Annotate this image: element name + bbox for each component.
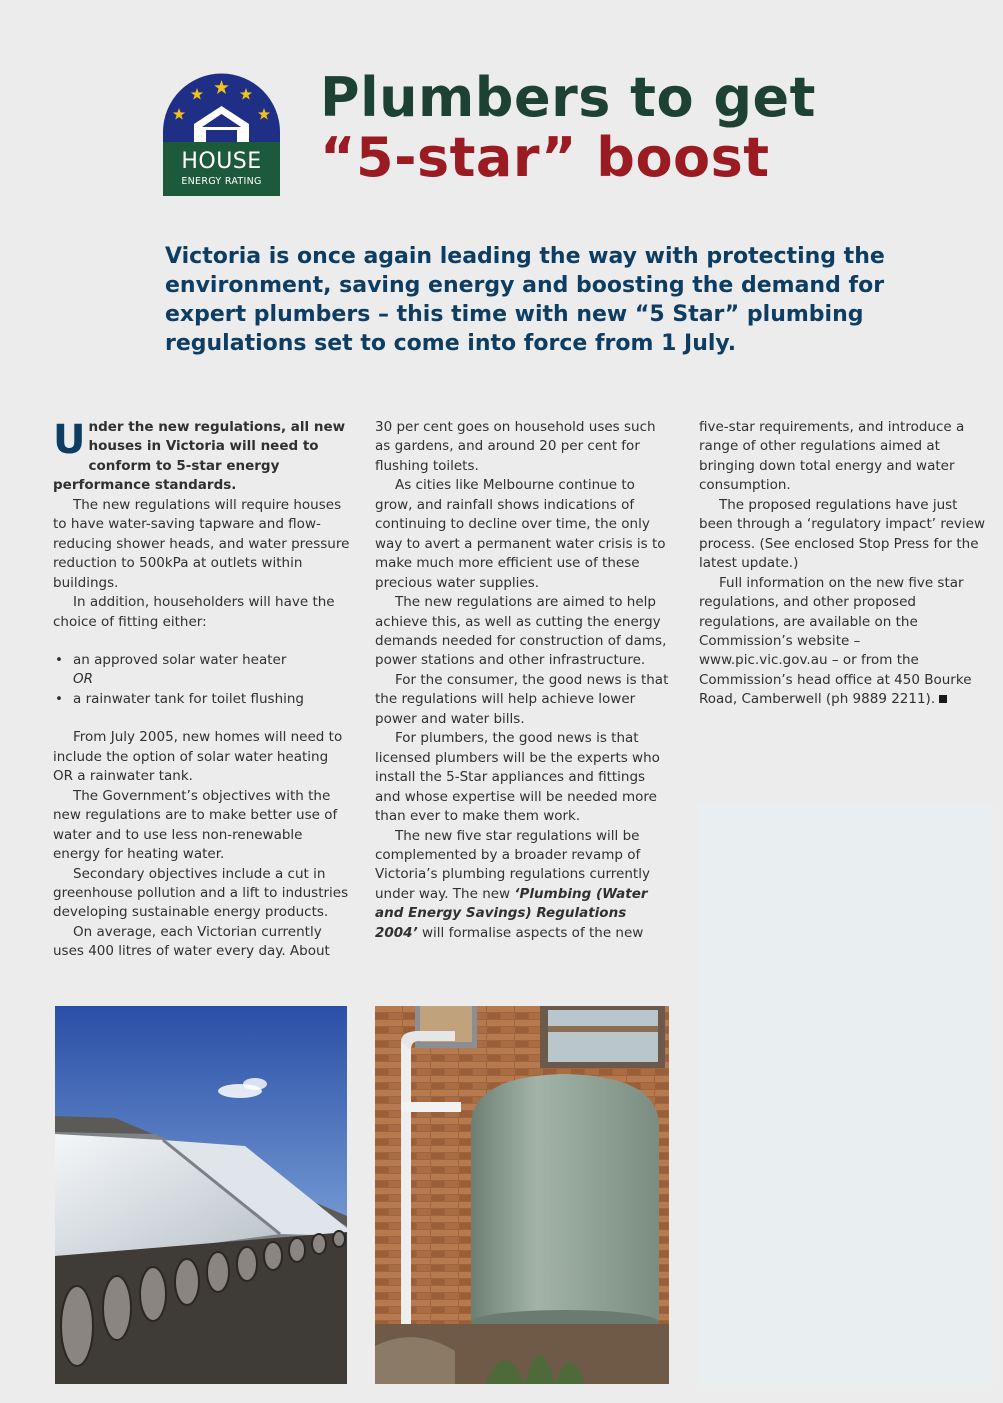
paragraph: For plumbers, the good news is that licensed plumbers will be the experts who install the 5-Star appliances and fittings and whose expertise will be needed more than ever to make them work.	[375, 730, 660, 825]
paragraph: The new regulations are aimed to help achieve this, as well as cutting the energy demands needed for construction of dams, power stations and other infrastructure.	[375, 594, 667, 669]
rainwater-tank-photo	[375, 1006, 669, 1384]
article-column-1	[53, 418, 350, 962]
article-column-3	[699, 418, 991, 710]
paragraph: five-star requirements, and introduce a range of other regulations aimed at bringing down total energy and water consumption.	[699, 419, 965, 494]
lead-text: nder the new regulations, all new houses in Victoria will need to conform to 5-star energy performance standards.	[53, 419, 346, 494]
paragraph: Secondary objectives include a cut in greenhouse pollution and a lift to industries developing sustainable energy products.	[53, 865, 349, 921]
paragraph	[699, 574, 991, 710]
paragraph: From July 2005, new homes will need to include the option of solar water heating OR a rainwater tank.	[53, 729, 343, 785]
paragraph: As cities like Melbourne continue to grow, and rainfall shows indications of continuing to decline over time, the only way to avert a permanent water crisis is to make much more efficient use of these precious water supplies.	[375, 477, 666, 591]
drop-cap: U	[53, 417, 86, 463]
paragraph-text: The new five star regulations will be complemented by a broader revamp of Victoria’s plumbing regulations currently under way. The new	[375, 827, 650, 902]
paragraph: The Government’s objectives with the new regulations are to make better use of water and to use less non-renewable energy for heating water.	[53, 787, 338, 863]
paragraph: The new regulations will require houses to have water-saving tapware and flow-reducing shower heads, and water pressure reduction to 500kPa at outlets within buildings.	[53, 496, 350, 591]
paragraph-text: will formalise aspects of the new	[417, 924, 644, 941]
list-item: • a rainwater tank for toilet flushing	[53, 690, 350, 709]
logo-house-text: HOUSE	[181, 149, 262, 174]
or-label: OR	[73, 671, 94, 688]
end-mark-icon	[939, 695, 947, 703]
article-column-2	[375, 418, 673, 943]
lead-paragraph	[53, 418, 350, 496]
headline-line-1: Plumbers to get	[320, 66, 816, 129]
list-item: • an approved solar water heater	[53, 651, 350, 670]
paragraph: The proposed regulations have just been through a ‘regulatory impact’ review process. (See enclosed Stop Press for the latest update.)	[699, 496, 985, 572]
regulation-title: ‘Plumbing (Water and Energy Savings) Regulations 2004’	[375, 885, 648, 941]
paragraph	[375, 827, 673, 944]
article-headline	[320, 68, 816, 188]
blank-panel	[698, 805, 993, 1385]
logo-energy-rating-text: ENERGY RATING	[181, 176, 262, 187]
standfirst: Victoria is once again leading the way with protecting the environment, saving energy and boosting the demand for expert plumbers – this time with new “5 Star” plumbing regulations set to come into force from 1 July.	[165, 244, 885, 356]
paragraph: On average, each Victorian currently uses 400 litres of water every day. About	[53, 923, 330, 960]
paragraph: In addition, householders will have the choice of fitting either:	[53, 594, 335, 630]
choice-list	[53, 651, 350, 709]
paragraph: 30 per cent goes on household uses such as gardens, and around 20 per cent for flushing toilets.	[375, 419, 656, 474]
solar-panels-photo	[55, 1006, 347, 1384]
paragraph: For the consumer, the good news is that the regulations will help achieve lower power and water bills.	[375, 671, 669, 727]
paragraph-text: Full information on the new five star regulations, and other proposed regulations, are available on the Commission’s website – www.pic.vic.gov.au – or from the Commission’s head office at 450 Bourke Road, Camberwell (ph 9889 2211).	[699, 574, 972, 708]
house-energy-rating-logo	[163, 72, 280, 196]
headline-line-2: “5-star” boost	[320, 126, 770, 189]
